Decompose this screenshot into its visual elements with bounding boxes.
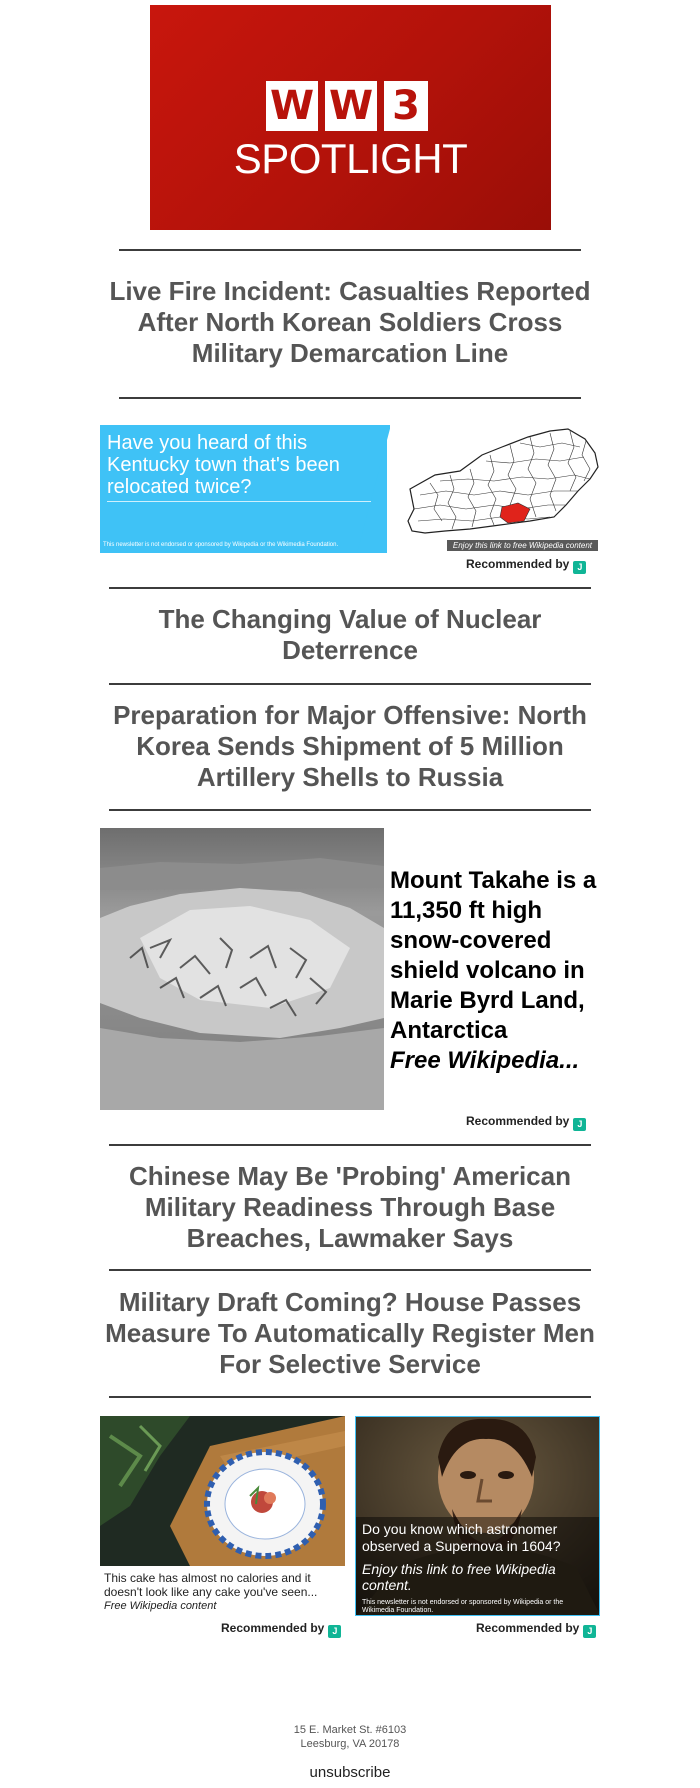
ad-subtext: Free Wikipedia content (104, 1600, 217, 1612)
jeeng-logo-icon: J (573, 561, 586, 574)
ad-text: Mount Takahe is a 11,350 ft high snow-covered shield volcano in Marie Byrd Land, Antarctica (390, 867, 597, 1044)
logo-letter: W (266, 81, 318, 131)
ad-question: Have you heard of this Kentucky town that's been relocated twice? (107, 432, 340, 498)
divider (109, 683, 591, 685)
article-headline-3[interactable]: Preparation for Major Offensive: North Korea Sends Shipment of 5 Million Artillery Shells to Russia (113, 700, 587, 792)
mount-takahe-image[interactable] (100, 828, 384, 1110)
footer-address (0, 1723, 700, 1751)
article-headline-1[interactable]: Live Fire Incident: Casualties Reported After North Korean Soldiers Cross Military Demarcation Line (109, 276, 591, 368)
article-headline-5[interactable]: Military Draft Coming? House Passes Measure To Automatically Register Men For Selective Service (105, 1287, 595, 1379)
divider (109, 1269, 591, 1271)
article-headline-4[interactable]: Chinese May Be 'Probing' American Military Readiness Through Base Breaches, Lawmaker Says (129, 1161, 571, 1253)
ad-disclaimer: This newsletter is not endorsed or sponsored by Wikipedia or the Wikimedia Foundation. (103, 542, 339, 548)
cake-ad-text (104, 1571, 344, 1613)
recommended-label: Recommended by (466, 557, 570, 571)
recommended-by-badge[interactable] (221, 1621, 341, 1638)
ad-question: Do you know which astronomer observed a Supernova in 1604? (362, 1521, 561, 1554)
ad-read-more: Free Wikipedia... (390, 1047, 580, 1074)
kentucky-town-ad[interactable] (100, 425, 600, 553)
divider (109, 587, 591, 589)
address-line-2: Leesburg, VA 20178 (300, 1738, 400, 1750)
ad-disclaimer: This newsletter is not endorsed or sponsored by Wikipedia or the Wikimedia Foundation. (362, 1599, 564, 1614)
divider (109, 1144, 591, 1146)
recommended-by-badge[interactable] (466, 557, 586, 574)
logo-letter: 3 (384, 81, 428, 131)
address-line-1: 15 E. Market St. #6103 (293, 1724, 407, 1736)
unsubscribe-link[interactable]: unsubscribe (309, 1764, 391, 1781)
divider (109, 1396, 591, 1398)
jeeng-logo-icon: J (573, 1118, 586, 1131)
ad-caption: Enjoy this link to free Wikipedia content (447, 540, 598, 551)
recommended-label: Recommended by (466, 1114, 570, 1128)
logo-subtitle: SPOTLIGHT (233, 135, 468, 182)
recommended-by-badge[interactable] (466, 1114, 586, 1131)
recommended-label: Recommended by (221, 1621, 325, 1635)
astronomer-portrait-image (355, 1416, 600, 1616)
kentucky-map-image (390, 425, 600, 553)
cake-ad[interactable] (100, 1416, 345, 1616)
jeeng-logo-icon: J (583, 1625, 596, 1638)
recommended-label: Recommended by (476, 1621, 580, 1635)
divider (119, 397, 581, 399)
mount-takahe-ad-text[interactable] (390, 866, 600, 1076)
jeeng-logo-icon: J (328, 1625, 341, 1638)
divider (109, 809, 591, 811)
astronomer-ad-text (362, 1521, 594, 1615)
ww3-spotlight-logo[interactable] (150, 5, 551, 230)
recommended-by-badge[interactable] (476, 1621, 596, 1638)
cake-image (100, 1416, 345, 1566)
ad-text: This cake has almost no calories and it doesn't look like any cake you've seen... (104, 1571, 318, 1599)
divider (119, 249, 581, 251)
ad-enjoy-text: Enjoy this link to free Wikipedia content. (362, 1561, 556, 1593)
ad-rule (107, 501, 371, 502)
logo-letters (266, 81, 428, 131)
astronomer-ad[interactable] (355, 1416, 600, 1616)
logo-letter: W (325, 81, 377, 131)
article-headline-2[interactable]: The Changing Value of Nuclear Deterrence (158, 604, 542, 665)
